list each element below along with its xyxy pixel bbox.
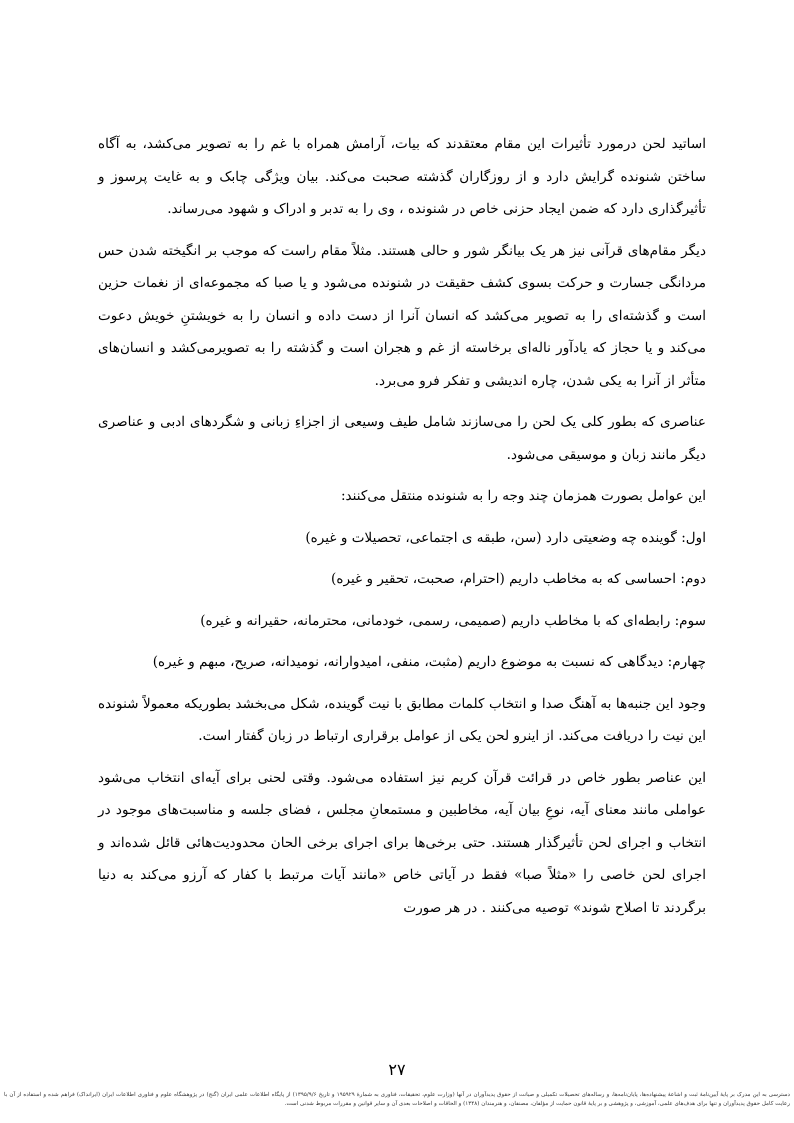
paragraph-bayat: اساتید لحن درمورد تأثیرات این مقام معتقدند که بیات، آرامش همراه با غم را به تصویر می‌کشد، به آگاه ساختن شنونده گرایش دارد و از روزگاران گذشته صحبت می‌کند. بیان ویژگی چابک و به غایت پرسوز و تأثیرگذاری دارد که ضمن ایجاد حزنی خاص در شنونده ، وی را به تدبر و ادراک و شهود می‌رساند. xyxy=(98,136,706,217)
paragraph-quran-recitation: این عناصر بطور خاص در قرائت قرآن کریم نیز استفاده می‌شود. وقتی لحنی برای آیه‌ای انتخاب می‌شود عواملی مانند معنای آیه، نوعِ بیان آیه، مخاطبین و مستمعانِ مجلس ، فضای جلسه و مناسبت‌های موجود در انتخاب و اجرای لحن تأثیرگذار هستند. حتی برخی‌ها برای اجرای برخی الحان محدودیت‌هائی قائل شده‌اند و اجرای لحن خاصی را «مثلاً صبا» فقط در آیاتی خاص «مانند آیات مرتبط با کفار که آرزو می‌کند به دنیا برگردند تا اصلاح شوند» توصیه می‌کنند . در هر صورت xyxy=(98,769,706,916)
paragraph-factors-intro: این عوامل بصورت همزمان چند وجه را به شنونده منتقل می‌کنند: xyxy=(340,488,706,504)
list-item-second: دوم: احساسی که به مخاطب داریم (احترام، صحبت، تحقیر و غیره) xyxy=(331,571,706,587)
page-number: ۲۷ xyxy=(388,1060,406,1079)
list-item-first: اول: گوینده چه وضعیتی دارد (سن، طبقه ی اجتماعی، تحصیلات و غیره) xyxy=(305,529,706,546)
list-item-third: سوم: رابطه‌ای که با مخاطب داریم (صمیمی، رسمی، خودمانی، محترمانه، حقیرانه و غیره) xyxy=(200,612,706,629)
paragraph-elements: عناصری که بطور کلی یک لحن را می‌سازند شامل طیف وسیعی از اجزاءِ زبانی و شگردهای ادبی و عناصری دیگر مانند زبان و موسیقی می‌شود. xyxy=(98,414,706,463)
paragraph-aspects: وجود این جنبه‌ها به آهنگ صدا و انتخاب کلمات مطابق با نیت گوینده، شکل می‌بخشد بطوریکه معمولاً شنونده این نیت را دریافت می‌کند. از اینرو لحن یکی از عوامل برقراری ارتباط در زبان گفتار است. xyxy=(98,695,706,744)
paragraph-maqams: دیگر مقام‌های قرآنی نیز هر یک بیانگر شور و حالی هستند. مثلاً مقام راست که موجب بر انگیخته شدن حس مردانگی جسارت و حرکت بسوی کشف حقیقت در شنونده می‌شود و یا صبا که مجموعه‌ای از نغمات حزین است و گذشته‌ای را به تصویر می‌کشد که انسان آنرا از دست داده و انسان را به خویشتنِ خویش دعوت می‌کند و یا حجاز که یادآور ناله‌ای برخاسته از غم و هجران است و گذشته را به تصویرمی‌کشد و انسان‌های متأثر از آنرا به یکی شدن، چاره اندیشی و تفکر فرو می‌برد. xyxy=(98,242,706,389)
footer-notice: دسترسی به این مدرک بر پایهٔ آیین‌نامهٔ ثبت و اشاعهٔ پیشنهاده‌ها، پایان‌نامه‌ها، و رساله‌های تحصیلات تکمیلی و صیانت از حقوق پدیدآوران در آنها (وزارت علوم، تحقیقات، فناوری به شمارهٔ ۱۹۵۹۲۹ و تاریخ ۱۳۹۵/۹/۶) از پایگاه اطلاعات علمی ایران (گنج) در پژوهشگاه علوم و فناوری اطلاعات ایران (ایرانداک) فراهم شده و استفاده از آن با رعایت کامل حقوق پدیدآوران و تنها برای هدف‌های علمی، آموزشی، و پژوهشی و بر پایهٔ قانون حمایت از مؤلفان، مصنفان، و هنرمندان (۱۳۴۸) و الحاقات و اصلاحات بعدی آن و سایر قوانین و مقررات مربوط شدنی است. xyxy=(4,1092,791,1107)
page-body xyxy=(98,128,706,933)
list-item-fourth: چهارم: دیدگاهی که نسبت به موضوع داریم (مثبت، منفی، امیدوارانه، نومیدانه، صریح، مبهم و غیره) xyxy=(152,654,706,670)
